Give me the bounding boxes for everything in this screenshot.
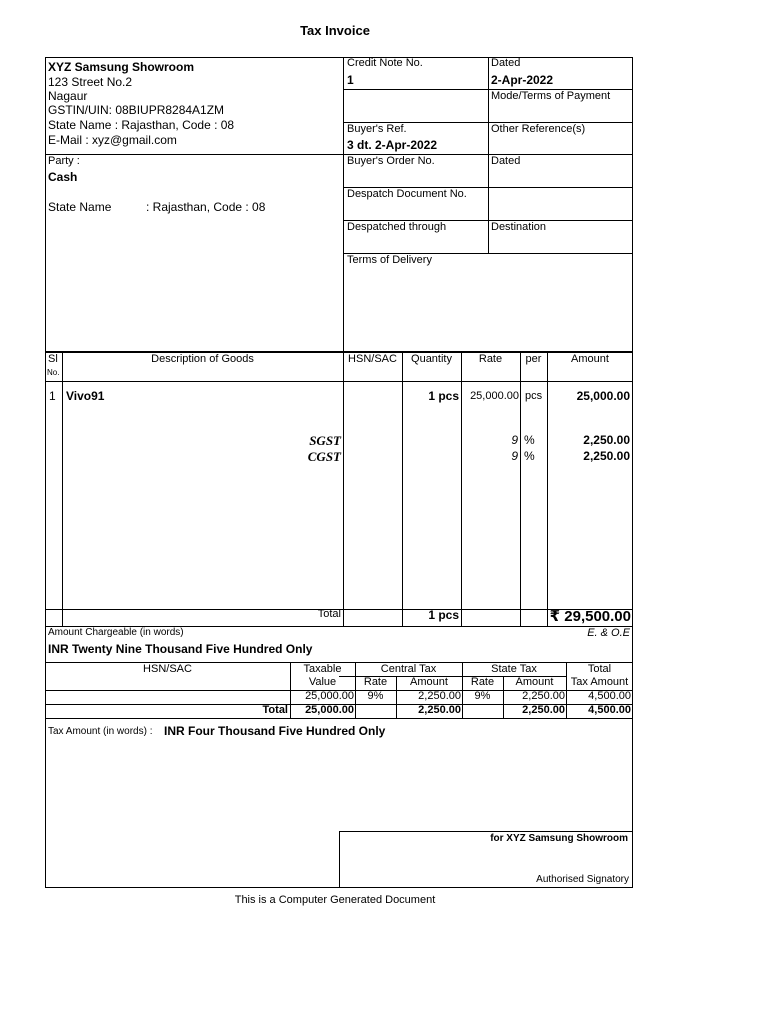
divider bbox=[45, 154, 343, 155]
summary-header-tax-amount: Tax Amount bbox=[570, 676, 629, 688]
summary-header-c-rate: Rate bbox=[363, 676, 388, 688]
divider bbox=[339, 831, 633, 832]
summary-c-amount: 2,250.00 bbox=[418, 690, 461, 702]
sgst-rate: 9 bbox=[511, 433, 518, 447]
eoe-label: E. & O.E bbox=[587, 627, 630, 639]
summary-header-central: Central Tax bbox=[380, 663, 437, 675]
party-label: Party : bbox=[48, 155, 80, 167]
despatch-doc-label: Despatch Document No. bbox=[347, 188, 467, 200]
cgst-rate: 9 bbox=[511, 449, 518, 463]
summary-header-value: Value bbox=[308, 676, 337, 688]
sgst-amount: 2,250.00 bbox=[583, 433, 630, 447]
seller-gstin: GSTIN/UIN: 08BIUPR8284A1ZM bbox=[48, 103, 225, 117]
header-hsn: HSN/SAC bbox=[348, 353, 397, 365]
header-sl: Sl bbox=[48, 353, 58, 365]
summary-taxable: 25,000.00 bbox=[305, 690, 354, 702]
divider bbox=[45, 718, 633, 719]
buyers-ref-value: 3 dt. 2-Apr-2022 bbox=[347, 138, 438, 152]
amount-words-label: Amount Chargeable (in words) bbox=[48, 627, 184, 638]
summary-header-c-amount: Amount bbox=[410, 676, 448, 688]
item-sl: 1 bbox=[49, 389, 56, 403]
divider bbox=[62, 352, 63, 626]
summary-total: 4,500.00 bbox=[588, 690, 631, 702]
summary-s-amount: 2,250.00 bbox=[522, 690, 565, 702]
item-amount: 25,000.00 bbox=[576, 389, 630, 403]
summary-total-label: Total bbox=[262, 704, 288, 716]
summary-header-s-rate: Rate bbox=[470, 676, 495, 688]
summary-total-s-amount: 2,250.00 bbox=[522, 704, 565, 716]
footer-note: This is a Computer Generated Document bbox=[234, 894, 436, 906]
header-quantity: Quantity bbox=[411, 353, 452, 365]
party-state-value: : Rajasthan, Code : 08 bbox=[146, 200, 266, 214]
other-ref-label: Other Reference(s) bbox=[491, 123, 586, 135]
cgst-amount: 2,250.00 bbox=[583, 449, 630, 463]
despatched-through-label: Despatched through bbox=[347, 221, 447, 233]
dated-value: 2-Apr-2022 bbox=[491, 73, 554, 87]
cgst-unit: % bbox=[524, 449, 535, 463]
seller-state: State Name : Rajasthan, Code : 08 bbox=[48, 118, 235, 132]
summary-s-rate: 9% bbox=[474, 690, 491, 702]
sgst-label: SGST bbox=[309, 433, 341, 448]
terms-delivery-label: Terms of Delivery bbox=[347, 254, 432, 266]
amount-words-value: INR Twenty Nine Thousand Five Hundred Only bbox=[48, 642, 313, 656]
summary-header-s-amount: Amount bbox=[515, 676, 554, 688]
tax-words-label: Tax Amount (in words) : bbox=[48, 726, 153, 737]
signature-for-label: for XYZ Samsung Showroom bbox=[490, 833, 628, 844]
divider bbox=[343, 352, 344, 626]
buyers-order-label: Buyer's Order No. bbox=[347, 155, 435, 167]
summary-total-total: 4,500.00 bbox=[588, 704, 631, 716]
divider bbox=[488, 57, 489, 254]
item-description: Vivo91 bbox=[66, 389, 105, 403]
authorised-signatory: Authorised Signatory bbox=[536, 874, 629, 885]
item-rate: 25,000.00 bbox=[470, 390, 519, 402]
page-title: Tax Invoice bbox=[300, 23, 370, 38]
summary-total-c-amount: 2,250.00 bbox=[418, 704, 461, 716]
cgst-label: CGST bbox=[307, 449, 341, 464]
goods-total-amount: ₹ 29,500.00 bbox=[549, 608, 631, 625]
summary-total-taxable: 25,000.00 bbox=[305, 704, 354, 716]
destination-label: Destination bbox=[491, 221, 547, 233]
header-sl-sub: No. bbox=[47, 368, 60, 377]
party-state-label: State Name bbox=[48, 200, 112, 214]
dated2-label: Dated bbox=[491, 155, 521, 167]
invoice-frame bbox=[45, 57, 633, 888]
summary-header-total: Total bbox=[587, 663, 612, 675]
divider bbox=[339, 831, 340, 888]
goods-total-quantity: 1 pcs bbox=[428, 608, 459, 622]
credit-note-value: 1 bbox=[347, 73, 354, 87]
summary-header-state: State Tax bbox=[491, 663, 537, 675]
buyers-ref-label: Buyer's Ref. bbox=[347, 123, 407, 135]
divider bbox=[520, 352, 521, 626]
item-quantity: 1 pcs bbox=[428, 389, 459, 403]
dated-label: Dated bbox=[491, 57, 521, 69]
header-per: per bbox=[525, 353, 542, 365]
summary-header-hsn: HSN/SAC bbox=[143, 663, 192, 675]
seller-email: E-Mail : xyz@gmail.com bbox=[48, 133, 177, 147]
seller-address-1: 123 Street No.2 bbox=[48, 75, 133, 89]
credit-note-label: Credit Note No. bbox=[347, 57, 423, 69]
goods-total-label: Total bbox=[317, 608, 341, 620]
header-amount: Amount bbox=[571, 353, 609, 365]
party-name: Cash bbox=[48, 170, 78, 184]
divider bbox=[45, 381, 633, 382]
tax-words-value: INR Four Thousand Five Hundred Only bbox=[164, 724, 386, 738]
summary-c-rate: 9% bbox=[367, 690, 384, 702]
divider bbox=[343, 57, 344, 352]
seller-address-2: Nagaur bbox=[48, 89, 88, 103]
sgst-unit: % bbox=[524, 433, 535, 447]
mode-terms-label: Mode/Terms of Payment bbox=[491, 90, 611, 102]
seller-name: XYZ Samsung Showroom bbox=[48, 60, 195, 74]
header-description: Description of Goods bbox=[151, 353, 254, 365]
summary-header-taxable: Taxable bbox=[303, 663, 342, 675]
header-rate: Rate bbox=[478, 353, 503, 365]
item-per: pcs bbox=[525, 390, 543, 402]
